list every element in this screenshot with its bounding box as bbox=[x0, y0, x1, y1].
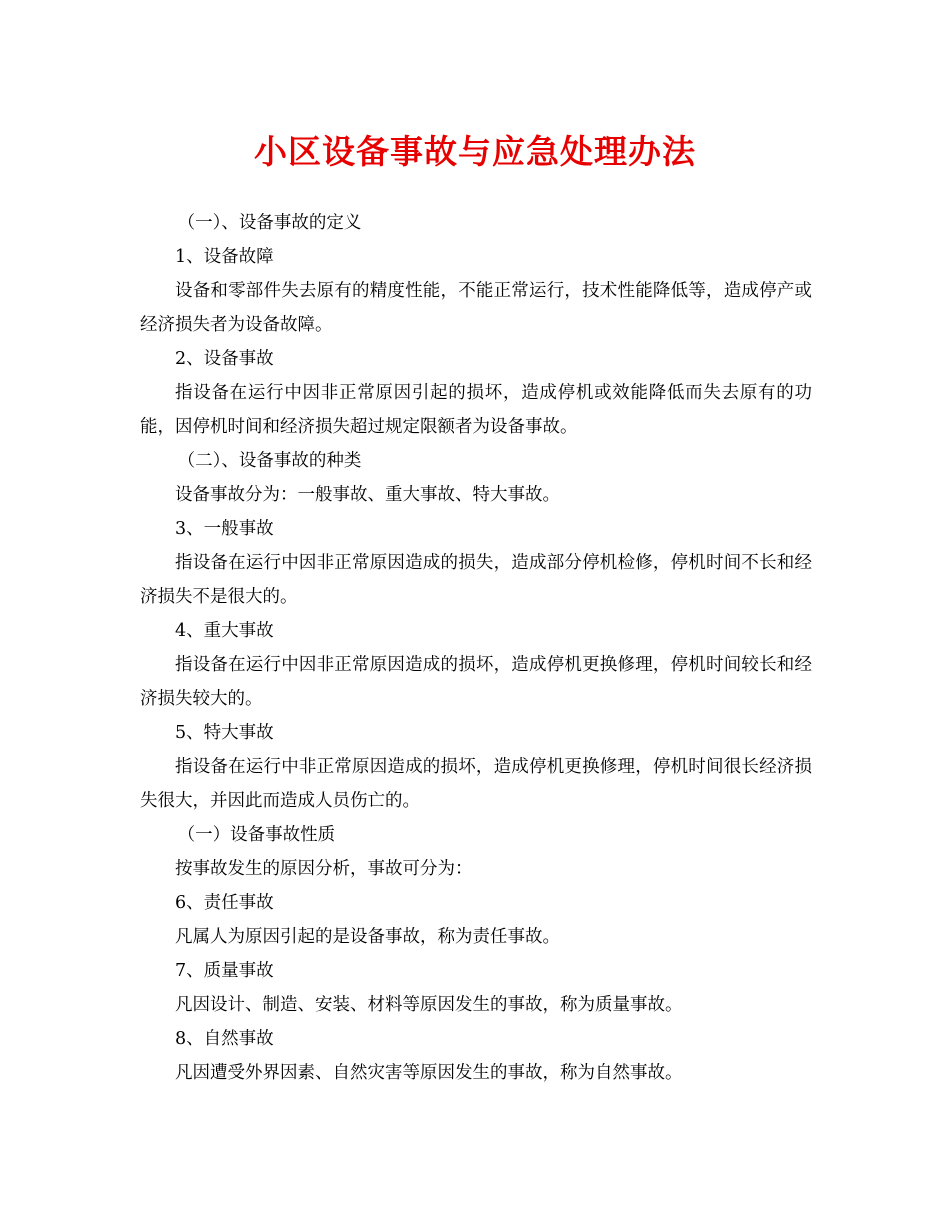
paragraph: 指设备在运行中因非正常原因引起的损坏，造成停机或效能降低而失去原有的功能，因停机时间和经济损失超过规定限额者为设备事故。 bbox=[140, 383, 812, 437]
document-body bbox=[140, 206, 812, 1090]
section-heading: （二）、设备事故的种类 bbox=[177, 451, 362, 471]
paragraph: 设备和零部件失去原有的精度性能，不能正常运行，技术性能降低等，造成停产或经济损失者为设备故障。 bbox=[140, 281, 812, 335]
paragraph: 凡因遭受外界因素、自然灾害等原因发生的事故，称为自然事故。 bbox=[175, 1063, 683, 1083]
document-title: 小区设备事故与应急处理办法 bbox=[254, 132, 696, 171]
paragraph: 凡属人为原因引起的是设备事故，称为责任事故。 bbox=[175, 927, 560, 947]
item-heading: 4、重大事故 bbox=[175, 621, 274, 641]
paragraph: 设备事故分为：一般事故、重大事故、特大事故。 bbox=[175, 485, 560, 505]
item-heading: 5、特大事故 bbox=[175, 723, 274, 743]
section-heading: （一）设备事故性质 bbox=[177, 825, 336, 845]
paragraph: 凡因设计、制造、安装、材料等原因发生的事故，称为质量事故。 bbox=[175, 995, 683, 1015]
paragraph: 指设备在运行中因非正常原因造成的损坏，造成停机更换修理，停机时间较长和经济损失较大的。 bbox=[140, 655, 812, 709]
item-heading: 1、设备故障 bbox=[175, 247, 274, 267]
paragraph: 指设备在运行中因非正常原因造成的损失，造成部分停机检修，停机时间不长和经济损失不是很大的。 bbox=[140, 553, 812, 607]
item-heading: 7、质量事故 bbox=[175, 961, 274, 981]
item-heading: 2、设备事故 bbox=[175, 349, 274, 369]
item-heading: 8、自然事故 bbox=[175, 1029, 274, 1049]
item-heading: 6、责任事故 bbox=[175, 893, 274, 913]
paragraph: 指设备在运行中非正常原因造成的损坏，造成停机更换修理，停机时间很长经济损失很大，并因此而造成人员伤亡的。 bbox=[140, 757, 812, 811]
item-heading: 3、一般事故 bbox=[175, 519, 274, 539]
paragraph: 按事故发生的原因分析，事故可分为： bbox=[175, 859, 473, 879]
section-heading: （一）、设备事故的定义 bbox=[177, 213, 362, 233]
